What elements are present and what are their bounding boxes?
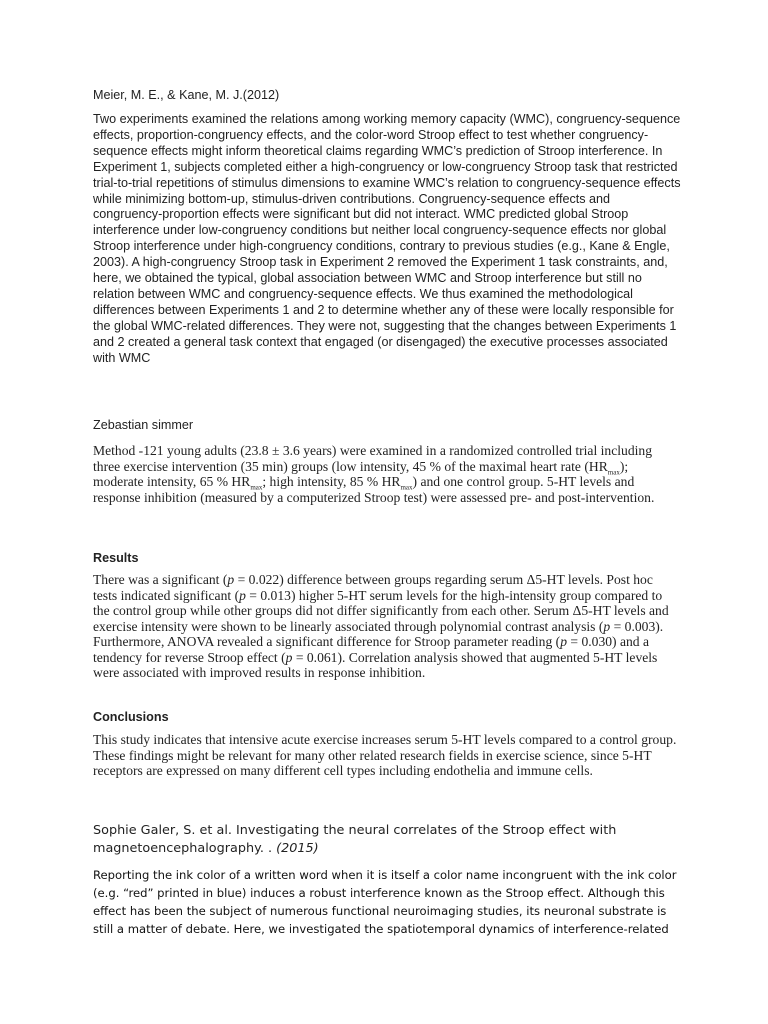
results-text-4: = 0.003). Furthermore, ANOVA revealed a significant difference for Stroop parameter reading ( (93, 618, 664, 649)
method-text-3: ; high intensity, 85 % HR (262, 474, 401, 489)
method-text-2: ); moderate intensity, 65 % HR (93, 458, 629, 489)
hr-max-subscript: max (607, 468, 620, 477)
citation-meier-kane: Meier, M. E., & Kane, M. J.(2012) (93, 88, 280, 102)
results-heading: Results (93, 551, 139, 565)
citation-galer-text: Sophie Galer, S. et al. Investigating the neural correlates of the Stroop effect with magnetoencephalography. . (93, 823, 617, 856)
conclusions-paragraph: This study indicates that intensive acute exercise increases serum 5-HT levels compared to a control group. These findings might be relevant for many other related research fields in exercise science, since 5-HT receptors are expressed on many different cell types including endothelia and immune cells. (93, 732, 677, 778)
p-symbol: p (239, 587, 246, 603)
method-paragraph (93, 443, 679, 505)
p-symbol: p (560, 634, 567, 649)
results-text-3: = 0.013) higher 5-HT serum levels for the high-intensity group compared to the control group while other groups did not differ significantly from each other. Serum Δ5-HT levels and exercise intensity were shown to be linearly associated through polynomial contrast analysis ( (93, 587, 669, 634)
abstract-galer: Reporting the ink color of a written word when it is itself a color name incongruent with the ink color (e.g. “red” printed in blue) induces a robust interference known as the Stroop effect. Although this effect has been the subject of numerous functional neuroimaging studies, its neuronal substrate is still a matter of debate. Here, we investigated the spatiotemporal dynamics of interference-related (93, 868, 677, 936)
citation-galer (93, 822, 683, 858)
citation-galer-year: (2015) (276, 841, 319, 856)
conclusions-heading: Conclusions (93, 710, 169, 724)
hr-max-subscript: max (400, 483, 413, 492)
p-symbol: p (285, 649, 293, 665)
results-text-6: = 0.061). Correlation analysis showed that augmented 5-HT levels were associated with improved results in response inhibition. (93, 649, 658, 680)
method-text-4: ) and one control group. 5-HT levels and response inhibition (measured by a computerized Stroop test) were assessed pre- and post-intervention. (93, 474, 655, 505)
p-symbol: p (227, 572, 235, 587)
hr-max-subscript: max (250, 483, 263, 492)
abstract-meier-kane: Two experiments examined the relations among working memory capacity (WMC), congruency-sequence effects, proportion-congruency effects, and the color-word Stroop effect to test whether congruency-sequence effects might inform theoretical claims regarding WMC’s prediction of Stroop interference. In Experiment 1, subjects completed either a high-congruency or low-congruency Stroop task that restricted trial-to-trial repetitions of stimulus dimensions to examine WMC’s relation to congruency-sequence effects while minimizing bottom-up, stimulus-driven contributions. Congruency-sequence effects and congruency-proportion effects were significant but did not interact. WMC predicted global Stroop interference under low-congruency conditions but neither local congruency-sequence effects nor global Stroop interference under high-congruency conditions, contrary to previous studies (e.g., Kane & Engle, 2003). A high-congruency Stroop task in Experiment 2 removed the Experiment 1 task constraints, and, here, we obtained the typical, global association between WMC and Stroop interference but still no relation between WMC and congruency-sequence effects. We thus examined the methodological differences between Experiments 1 and 2 to determine whether any of these were locally responsible for the global WMC-related differences. They were not, suggesting that the changes between Experiments 1 and 2 created a general task context that engaged (or disengaged) the executive processes associated with WMC (93, 112, 681, 365)
results-text-5: = 0.030) and a tendency for reverse Stroop effect ( (93, 634, 650, 665)
results-text-1: There was a significant ( (93, 572, 228, 587)
author-zebastian-simmer: Zebastian simmer (93, 418, 194, 432)
p-symbol: p (603, 618, 611, 634)
method-text-1: Method -121 young adults (23.8 ± 3.6 years) were examined in a randomized controlled trial including three exercise intervention (35 min) groups (low intensity, 45 % of the maximal heart rate (HR (93, 443, 652, 474)
results-text-2: = 0.022) difference between groups regarding serum Δ5-HT levels. Post hoc tests indicated significant ( (93, 572, 653, 603)
results-paragraph (93, 572, 679, 681)
